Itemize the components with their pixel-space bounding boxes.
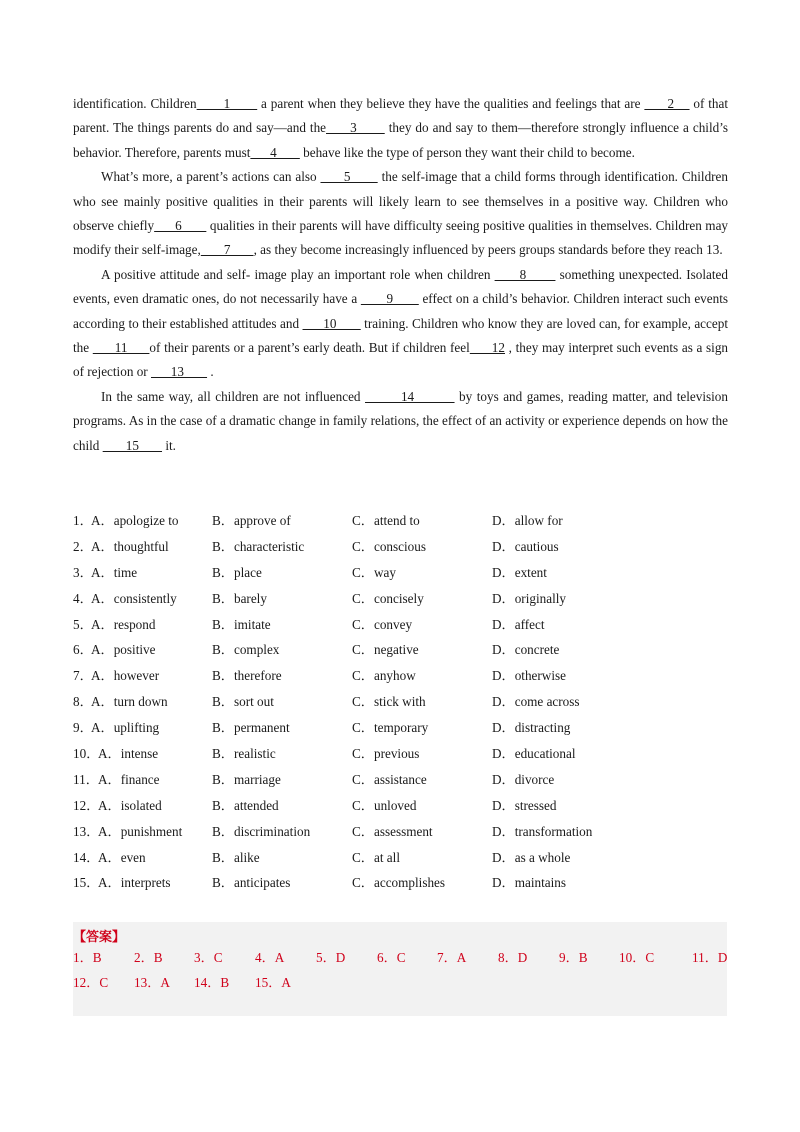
blank-13: 13 — [151, 364, 208, 380]
question-number: 6． — [73, 642, 93, 658]
blank-7: 7 — [200, 242, 254, 258]
option-b: B．sort out — [212, 694, 274, 710]
option-b: B．place — [212, 564, 262, 580]
option-b: B．approve of — [212, 513, 291, 528]
option-d: D．allow for — [492, 513, 563, 528]
option-row — [73, 793, 733, 819]
option-d: D．concrete — [492, 642, 560, 658]
option-row — [73, 637, 733, 663]
option-row — [73, 560, 733, 586]
paragraph-2 — [73, 165, 728, 263]
option-a: A．intense — [98, 746, 159, 762]
passage-text: something unexpected. Isolated events, even dramatic ones, do not necessarily have a — [73, 266, 729, 307]
blank-14: 14 — [365, 388, 455, 404]
blank-9: 9 — [360, 291, 419, 307]
option-c: C．assessment — [352, 823, 433, 839]
question-number: 4． — [73, 590, 93, 606]
option-c: C．accomplishes — [352, 875, 446, 891]
question-number: 7． — [73, 668, 93, 684]
answer-item: 13．A — [134, 975, 170, 990]
answer-item: 7．A — [437, 950, 467, 965]
option-a: A．finance — [98, 771, 160, 787]
blank-4: 4 — [250, 144, 300, 160]
option-c: C．assistance — [352, 771, 427, 787]
option-c: C．attend to — [352, 513, 420, 528]
passage-text: , they may interpret such events as a sign of rejection or — [73, 340, 729, 380]
option-row — [73, 612, 733, 638]
blank-8: 8 — [494, 266, 556, 282]
passage-text: identification. Children — [73, 96, 197, 111]
option-row — [73, 819, 733, 845]
passage-text: What’s more, a parent’s actions can also — [101, 169, 321, 185]
passage-text: they do and say to them—therefore strongly influence a child’s behavior. Therefore, parents must — [73, 120, 729, 160]
question-number: 3． — [73, 564, 93, 580]
answer-item: 11．D — [692, 950, 728, 965]
option-a: A．interprets — [98, 875, 171, 891]
options-list — [73, 508, 733, 896]
option-b: B．characteristic — [212, 538, 305, 554]
option-d: D．affect — [492, 616, 545, 632]
option-c: C．previous — [352, 746, 420, 762]
answer-item: 12．C — [73, 975, 109, 990]
answer-item: 1．B — [73, 950, 102, 965]
option-a: A．thoughtful — [91, 538, 169, 554]
option-c: C．convey — [352, 616, 413, 632]
passage-text: a parent when they believe they have the qualities and feelings that are — [257, 96, 645, 111]
option-d: D．educational — [492, 746, 576, 762]
question-number: 14． — [73, 849, 100, 865]
passage — [73, 92, 728, 458]
passage-text: effect on a child’s behavior. Children interact such events according to their established attitudes and — [73, 291, 729, 331]
blank-6: 6 — [154, 218, 207, 234]
option-d: D．extent — [492, 564, 547, 580]
option-b: B．complex — [212, 642, 280, 658]
passage-text: qualities in their parents will have difficulty seeing positive qualities in themselves. Children may modify their self-image, — [73, 218, 729, 258]
answer-item: 8．D — [498, 950, 528, 965]
option-c: C．negative — [352, 642, 419, 658]
question-number: 1． — [73, 513, 93, 528]
question-number: 10． — [73, 746, 100, 762]
option-a: A．even — [98, 849, 146, 865]
blank-5: 5 — [320, 169, 378, 185]
option-row — [73, 767, 733, 793]
option-b: B．barely — [212, 590, 267, 606]
answer-item: 14．B — [194, 975, 230, 990]
blank-11: 11 — [92, 340, 150, 356]
passage-text: of that parent. The things parents do and say—and the — [73, 96, 729, 136]
option-c: C．stick with — [352, 694, 426, 710]
answer-box — [73, 922, 727, 1016]
option-d: D．stressed — [492, 797, 557, 813]
option-b: B．realistic — [212, 746, 276, 762]
option-d: D．cautious — [492, 538, 559, 554]
answer-item: 4．A — [255, 950, 285, 965]
passage-text: by toys and games, reading matter, and television programs. As in the case of a dramatic change in family relations, the effect of an activity or experience depends on how the child — [73, 388, 728, 453]
passage-text: the self-image that a child forms through identification. Children who see mainly positive qualities in their parents will likely learn to see themselves in a positive way. Children who observe chiefly — [73, 169, 729, 234]
option-a: A．apologize to — [91, 513, 179, 528]
answer-item: 3．C — [194, 950, 223, 965]
option-d: D．divorce — [492, 771, 555, 787]
option-a: A．consistently — [91, 590, 177, 606]
answer-line-1 — [73, 947, 733, 969]
blank-12: 12 — [469, 340, 505, 356]
option-b: B．attended — [212, 797, 279, 813]
option-b: B．discrimination — [212, 823, 311, 839]
option-d: D．originally — [492, 590, 566, 606]
option-a: A．however — [91, 668, 160, 684]
option-d: D．transformation — [492, 823, 593, 839]
passage-text: of their parents or a parent’s early death. But if children feel — [149, 340, 470, 356]
question-number: 9． — [73, 720, 93, 736]
option-c: C．concisely — [352, 590, 424, 606]
blank-1: 1 — [196, 96, 258, 111]
passage-text: training. Children who know they are loved can, for example, accept the — [73, 315, 728, 356]
option-b: B．imitate — [212, 616, 271, 632]
option-row — [73, 586, 733, 612]
question-number: 12． — [73, 797, 100, 813]
option-row — [73, 689, 733, 715]
passage-text: A positive attitude and self- image play an important role when children — [101, 266, 495, 282]
answer-item: 6．C — [377, 950, 406, 965]
option-a: A．positive — [91, 642, 156, 658]
option-c: C．at all — [352, 849, 400, 865]
blank-15: 15 — [102, 437, 163, 453]
option-d: D．distracting — [492, 720, 571, 736]
blank-2: 2 — [644, 96, 690, 111]
option-row — [73, 870, 733, 896]
answer-item: 9．B — [559, 950, 588, 965]
passage-text: . — [207, 364, 214, 380]
paragraph-1 — [73, 92, 728, 165]
option-a: A．uplifting — [91, 720, 160, 736]
question-number: 11． — [73, 771, 99, 787]
passage-text: In the same way, all children are not influenced — [101, 388, 366, 404]
option-d: D．come across — [492, 694, 580, 710]
option-row — [73, 741, 733, 767]
option-row — [73, 845, 733, 871]
question-number: 8． — [73, 694, 93, 710]
option-row — [73, 534, 733, 560]
answer-item: 2．B — [134, 950, 163, 965]
answer-line-2 — [73, 972, 733, 994]
option-row — [73, 715, 733, 741]
passage-text: it. — [162, 437, 176, 453]
option-c: C．anyhow — [352, 668, 416, 684]
answer-item: 15．A — [255, 975, 291, 990]
option-d: D．as a whole — [492, 849, 571, 865]
option-a: A．isolated — [98, 797, 162, 813]
option-b: B．anticipates — [212, 875, 291, 891]
option-d: D．otherwise — [492, 668, 566, 684]
option-a: A．punishment — [98, 823, 183, 839]
answer-item: 5．D — [316, 950, 346, 965]
blank-10: 10 — [302, 315, 361, 331]
option-b: B．alike — [212, 849, 260, 865]
question-number: 5． — [73, 616, 93, 632]
option-row — [73, 663, 733, 689]
option-a: A．turn down — [91, 694, 168, 710]
question-number: 15． — [73, 875, 100, 891]
blank-3: 3 — [326, 120, 385, 136]
paragraph-4 — [73, 385, 728, 458]
answer-title: 【答案】 — [73, 930, 126, 945]
option-c: C．conscious — [352, 538, 426, 554]
passage-text: behave like the type of person they want their child to become. — [299, 144, 635, 160]
option-c: C．way — [352, 564, 396, 580]
option-c: C．temporary — [352, 720, 429, 736]
option-c: C．unloved — [352, 797, 417, 813]
option-b: B．permanent — [212, 720, 290, 736]
option-row — [73, 508, 733, 534]
question-number: 2． — [73, 538, 93, 554]
answer-item: 10．C — [619, 950, 655, 965]
question-number: 13． — [73, 823, 100, 839]
option-b: B．marriage — [212, 771, 281, 787]
option-a: A．time — [91, 564, 138, 580]
option-d: D．maintains — [492, 875, 566, 891]
option-b: B．therefore — [212, 668, 282, 684]
option-a: A．respond — [91, 616, 156, 632]
paragraph-3 — [73, 263, 728, 385]
passage-text: , as they become increasingly influenced by peers groups standards before they reach 13. — [253, 242, 723, 258]
